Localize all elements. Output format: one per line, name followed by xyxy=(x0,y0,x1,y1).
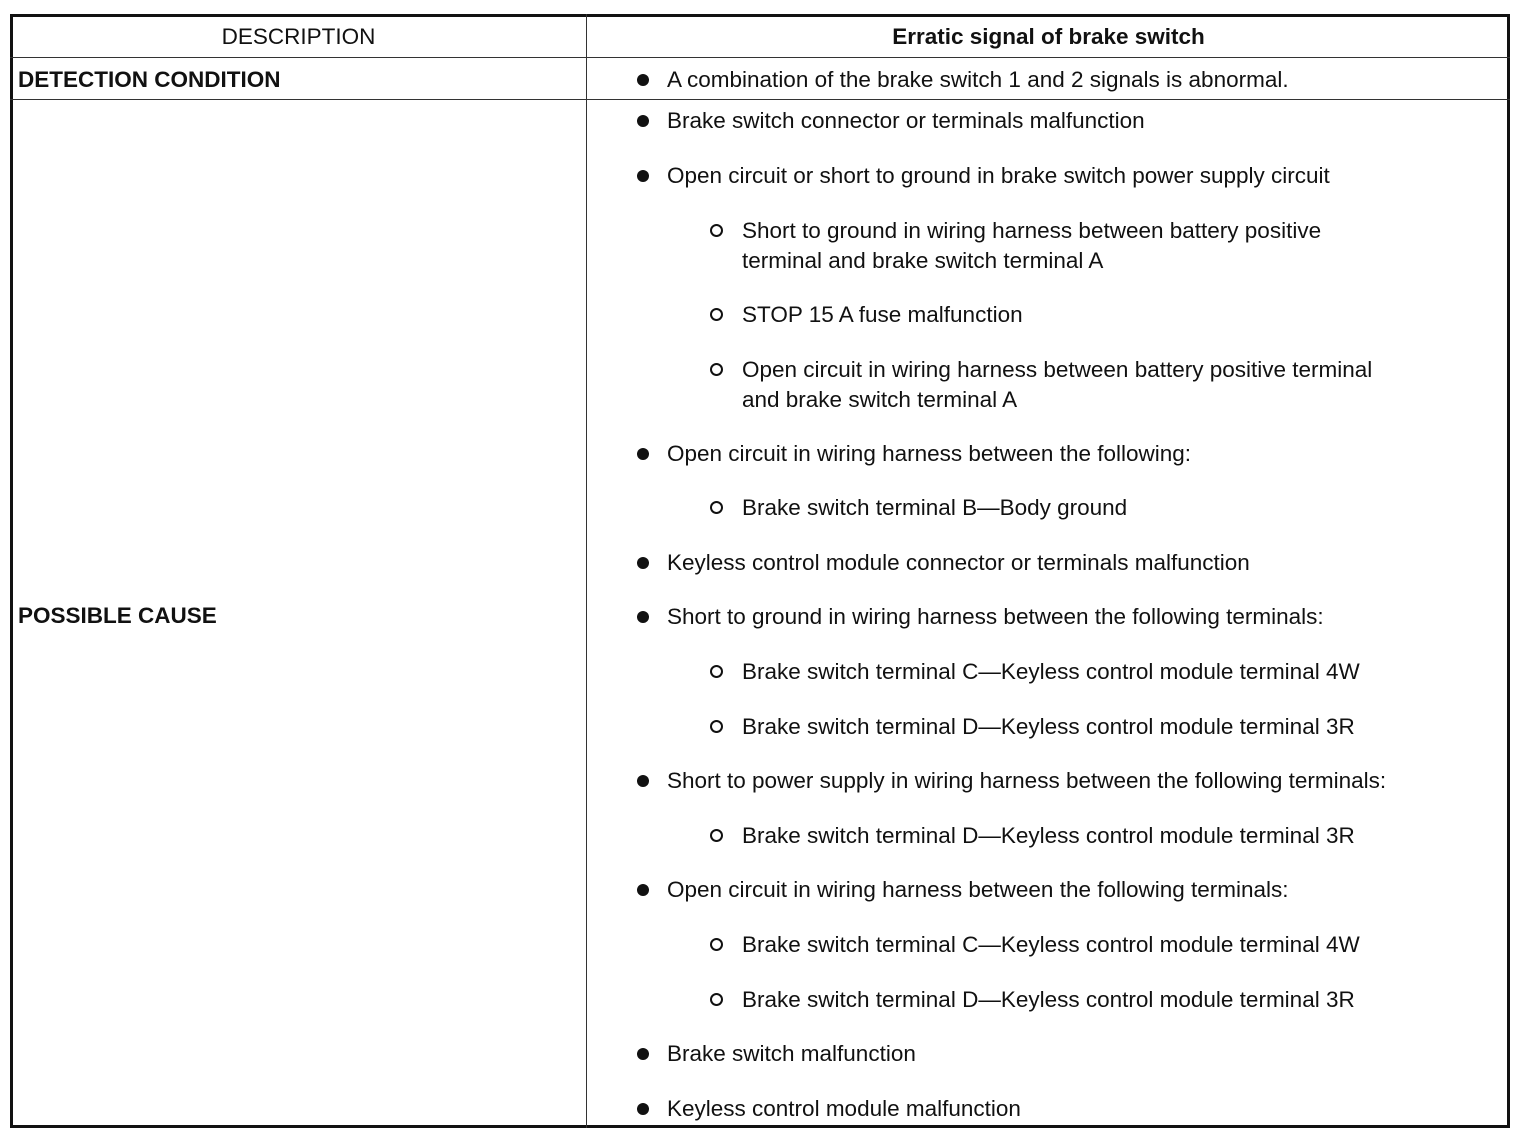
row-divider-detection xyxy=(10,99,1510,100)
bullet-icon xyxy=(637,74,649,86)
cause-item: Open circuit in wiring harness between the following: xyxy=(667,441,1192,466)
bullet-icon xyxy=(637,775,649,787)
sub-bullet-icon xyxy=(710,363,723,376)
header-description: DESCRIPTION xyxy=(221,24,376,49)
bullet-icon xyxy=(637,115,649,127)
sub-bullet-icon xyxy=(710,829,723,842)
sub-bullet-icon xyxy=(710,308,723,321)
cause-sub-item: and brake switch terminal A xyxy=(742,387,1018,412)
cause-sub-item: Brake switch terminal D—Keyless control module terminal 3R xyxy=(742,823,1355,848)
bullet-icon xyxy=(637,884,649,896)
cause-item: Brake switch malfunction xyxy=(667,1041,916,1066)
cause-sub-item: Brake switch terminal C—Keyless control module terminal 4W xyxy=(742,659,1360,684)
bullet-icon xyxy=(637,170,649,182)
bullet-icon xyxy=(637,448,649,460)
detection-condition-label: DETECTION CONDITION xyxy=(18,67,281,92)
sub-bullet-icon xyxy=(710,720,723,733)
cause-item: Short to power supply in wiring harness between the following terminals: xyxy=(667,768,1387,793)
bullet-icon xyxy=(637,557,649,569)
row-divider-header xyxy=(10,57,1510,58)
cause-item: Keyless control module connector or terminals malfunction xyxy=(667,550,1250,575)
possible-cause-label: POSSIBLE CAUSE xyxy=(18,603,217,628)
sub-bullet-icon xyxy=(710,993,723,1006)
sub-bullet-icon xyxy=(710,224,723,237)
cause-sub-item: terminal and brake switch terminal A xyxy=(742,248,1104,273)
cause-item: Brake switch connector or terminals malfunction xyxy=(667,108,1145,133)
detection-condition-text: A combination of the brake switch 1 and 2 signals is abnormal. xyxy=(667,67,1289,92)
bullet-icon xyxy=(637,1048,649,1060)
cause-sub-item: Brake switch terminal D—Keyless control module terminal 3R xyxy=(742,987,1355,1012)
cause-item: Open circuit or short to ground in brake switch power supply circuit xyxy=(667,163,1330,188)
cause-sub-item: Open circuit in wiring harness between battery positive terminal xyxy=(742,357,1373,382)
header-title: Erratic signal of brake switch xyxy=(892,24,1205,49)
sub-bullet-icon xyxy=(710,938,723,951)
cause-sub-item: Short to ground in wiring harness between battery positive xyxy=(742,218,1322,243)
cause-sub-item: Brake switch terminal D—Keyless control module terminal 3R xyxy=(742,714,1355,739)
cause-item: Short to ground in wiring harness between the following terminals: xyxy=(667,604,1324,629)
sub-bullet-icon xyxy=(710,665,723,678)
sub-bullet-icon xyxy=(710,501,723,514)
bullet-icon xyxy=(637,1103,649,1115)
cause-sub-item: Brake switch terminal B—Body ground xyxy=(742,495,1128,520)
cause-item: Open circuit in wiring harness between the following terminals: xyxy=(667,877,1289,902)
cause-item: Keyless control module malfunction xyxy=(667,1096,1021,1121)
column-divider xyxy=(586,14,587,1128)
cause-sub-item: STOP 15 A fuse malfunction xyxy=(742,302,1023,327)
cause-sub-item: Brake switch terminal C—Keyless control module terminal 4W xyxy=(742,932,1360,957)
bullet-icon xyxy=(637,611,649,623)
